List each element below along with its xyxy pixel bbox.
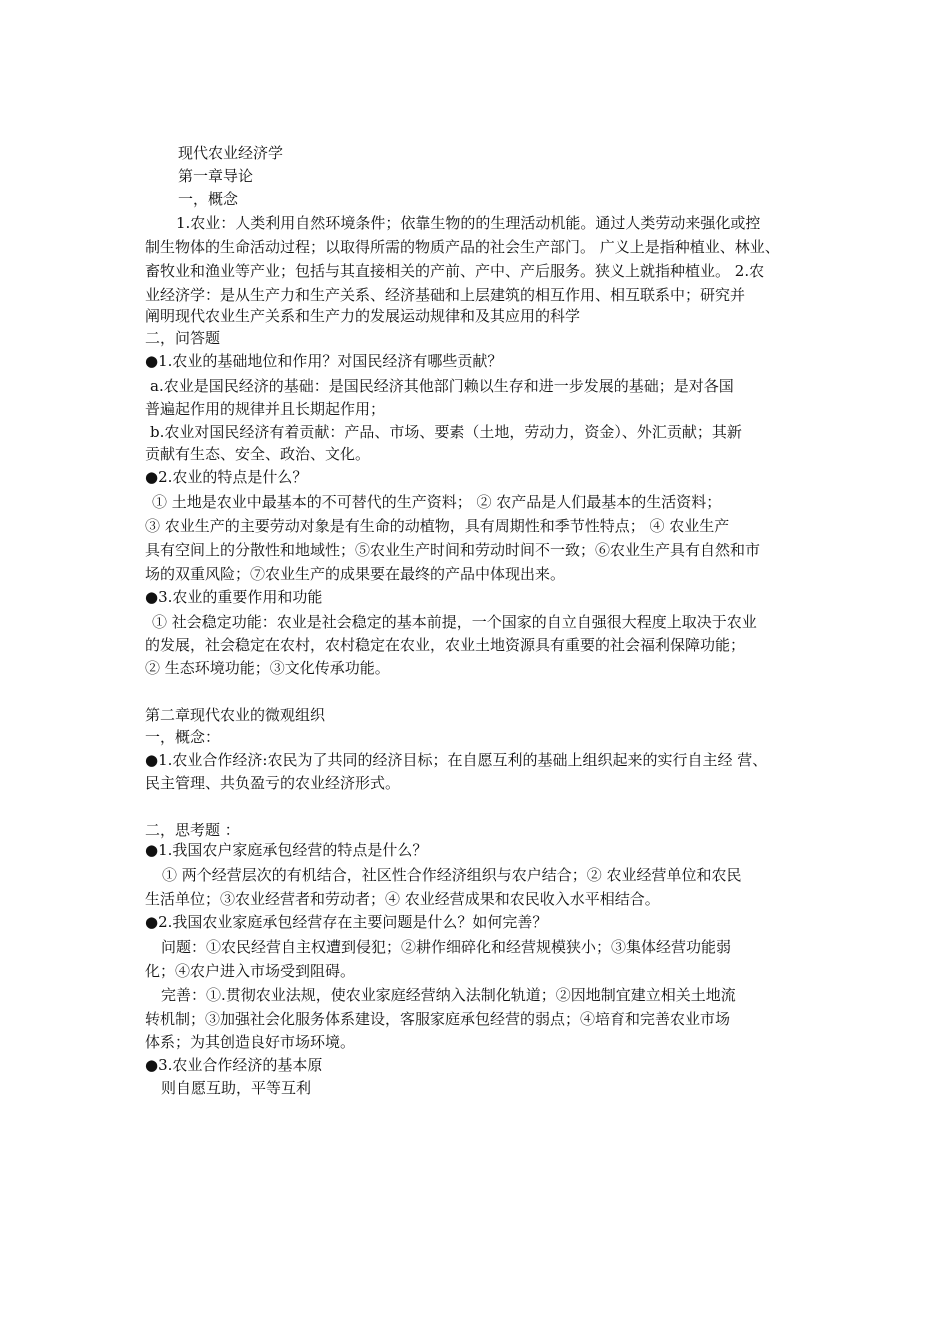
answer-line: ③ 农业生产的主要劳动对象是有生命的动植物，具有周期性和季节性特点； ④ 农业生产	[145, 517, 730, 535]
question-item: ●2.我国农业家庭承包经营存在主要问题是什么？如何完善？	[145, 913, 548, 931]
chapter1-heading: 第一章导论	[178, 167, 254, 185]
answer-line: ② 生态环境功能；③文化传承功能。	[145, 659, 390, 677]
question-item: ●3.农业的重要作用和功能	[145, 588, 323, 606]
answer-line: 场的双重风险；⑦农业生产的成果要在最终的产品中体现出来。	[145, 565, 566, 583]
question-item: ●1.我国农户家庭承包经营的特点是什么？	[145, 841, 428, 859]
answer-line: 贡献有生态、安全、政治、文化。	[145, 445, 371, 463]
chapter2-section-concepts: 一，概念：	[145, 728, 221, 746]
answer-line: 普遍起作用的规律并且长期起作用；	[145, 400, 386, 418]
answer-line: 则自愿互助，平等互利	[161, 1079, 312, 1097]
answer-line: ① 土地是农业中最基本的不可替代的生产资料； ② 农产品是人们最基本的生活资料；	[152, 493, 722, 511]
answer-line: 化；④农户进入市场受到阻碍。	[145, 962, 356, 980]
document-title: 现代农业经济学	[178, 144, 284, 162]
answer-line: 体系；为其创造良好市场环境。	[145, 1033, 356, 1051]
bullet-icon: ●	[145, 913, 159, 931]
answer-line: 完善：①.贯彻农业法规，使农业家庭经营纳入法制化轨道；②因地制宜建立相关土地流	[161, 986, 736, 1004]
chapter1-section-qa: 二，问答题	[145, 329, 221, 347]
chapter2-section-questions: 二，思考题 ：	[145, 821, 240, 839]
answer-line: ① 社会稳定功能：农业是社会稳定的基本前提，一个国家的自立自强很大程度上取决于农业	[152, 613, 757, 631]
answer-line: b.农业对国民经济有着贡献：产品、市场、要素（土地，劳动力，资金）、外汇贡献；其新	[150, 423, 742, 441]
bullet-icon: ●	[145, 1056, 159, 1074]
paragraph-line: 畜牧业和渔业等产业；包括与其直接相关的产前、产中、产后服务。狭义上就指种植业。 2.农	[145, 262, 765, 280]
paragraph-line: 业经济学：是从生产力和生产关系、经济基础和上层建筑的相互作用、相互联系中；研究并	[145, 286, 746, 304]
bullet-icon: ●	[145, 751, 159, 769]
bullet-icon: ●	[145, 588, 159, 606]
bullet-icon: ●	[145, 841, 159, 859]
bullet-icon: ●	[145, 468, 159, 486]
answer-line: 的发展，社会稳定在农村，农村稳定在农业，农业土地资源具有重要的社会福利保障功能；	[145, 636, 746, 654]
definition-line: 民主管理、共负盈亏的农业经济形式。	[145, 774, 401, 792]
question-item: ●3.农业合作经济的基本原	[145, 1056, 323, 1074]
answer-line: a.农业是国民经济的基础：是国民经济其他部门赖以生存和进一步发展的基础；是对各国	[150, 377, 734, 395]
paragraph-line: 阐明现代农业生产关系和生产力的发展运动规律和及其应用的科学	[145, 307, 581, 325]
definition-item: ●1.农业合作经济:农民为了共同的经济目标；在自愿互利的基础上组织起来的实行自主经 营、	[145, 751, 768, 769]
question-item: ●1.农业的基础地位和作用？对国民经济有哪些贡献？	[145, 352, 503, 370]
chapter2-heading: 第二章现代农业的微观组织	[145, 706, 326, 724]
paragraph-line: 1.农业：人类利用自然环境条件；依靠生物的的生理活动机能。通过人类劳动来强化或控	[176, 214, 761, 232]
paragraph-line: 制生物体的生命活动过程；以取得所需的物质产品的社会生产部门。 广义上是指种植业、林业、	[145, 238, 780, 256]
answer-line: 问题：①农民经营自主权遭到侵犯；②耕作细碎化和经营规模狭小；③集体经营功能弱	[161, 938, 732, 956]
answer-line: 转机制；③加强社会化服务体系建设，客服家庭承包经营的弱点；④培育和完善农业市场	[145, 1010, 731, 1028]
answer-line: ① 两个经营层次的有机结合，社区性合作经济组织与农户结合；② 农业经营单位和农民	[162, 866, 742, 884]
answer-line: 具有空间上的分散性和地域性；⑤农业生产时间和劳动时间不一致；⑥农业生产具有自然和市	[145, 541, 761, 559]
question-item: ●2.农业的特点是什么？	[145, 468, 308, 486]
bullet-icon: ●	[145, 352, 159, 370]
answer-line: 生活单位；③农业经营者和劳动者；④ 农业经营成果和农民收入水平相结合。	[145, 890, 660, 908]
chapter1-section-concepts: 一，概念	[178, 190, 239, 208]
